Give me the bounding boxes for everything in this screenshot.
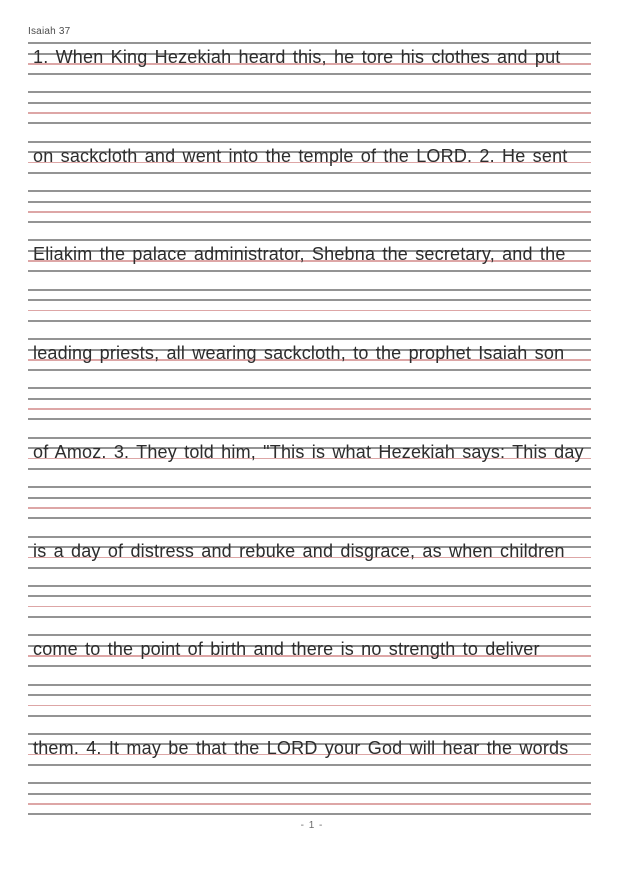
guide-line: [28, 684, 591, 686]
baseline-guide: [28, 803, 591, 805]
guide-line: [28, 73, 591, 75]
practice-text-line: Eliakim the palace administrator, Shebna the secretary, and the: [33, 244, 566, 265]
guide-line: [28, 270, 591, 272]
practice-text-line: of Amoz. 3. They told him, "This is what Hezekiah says: This day: [33, 441, 584, 462]
baseline-guide: [28, 408, 591, 410]
baseline-guide: [28, 507, 591, 509]
guide-line: [28, 595, 591, 597]
guide-line: [28, 567, 591, 569]
guide-line: [28, 497, 591, 499]
practice-text-line: is a day of distress and rebuke and disgrace, as when children: [33, 540, 565, 561]
practice-text-line: on sackcloth and went into the temple of the LORD. 2. He sent: [33, 145, 568, 166]
guide-line: [28, 486, 591, 488]
guide-line: [28, 102, 591, 104]
guide-line: [28, 201, 591, 203]
guide-line: [28, 536, 591, 538]
guide-line: [28, 398, 591, 400]
guide-line: [28, 172, 591, 174]
guide-line: [28, 764, 591, 766]
guide-line: [28, 694, 591, 696]
guide-line: [28, 793, 591, 795]
guide-line: [28, 91, 591, 93]
guide-line: [28, 585, 591, 587]
guide-line: [28, 289, 591, 291]
guide-line: [28, 418, 591, 420]
guide-line: [28, 665, 591, 667]
baseline-guide: [28, 211, 591, 213]
practice-text-line: them. 4. It may be that the LORD your God will hear the words: [33, 737, 569, 758]
guide-line: [28, 221, 591, 223]
practice-text-line: come to the point of birth and there is no strength to deliver: [33, 639, 540, 660]
guide-line: [28, 733, 591, 735]
guide-line: [28, 715, 591, 717]
practice-text-line: leading priests, all wearing sackcloth, to the prophet Isaiah son: [33, 343, 565, 364]
guide-line: [28, 299, 591, 301]
guide-line: [28, 320, 591, 322]
guide-line: [28, 387, 591, 389]
guide-line: [28, 42, 591, 44]
practice-text-line: 1. When King Hezekiah heard this, he tore his clothes and put: [33, 47, 561, 67]
guide-line: [28, 141, 591, 143]
baseline-guide: [28, 310, 591, 312]
guide-line: [28, 239, 591, 241]
page-number: - 1 -: [300, 820, 324, 831]
guide-line: [28, 813, 591, 815]
guide-line: [28, 338, 591, 340]
guide-line: [28, 616, 591, 618]
guide-line: [28, 782, 591, 784]
guide-line: [28, 437, 591, 439]
guide-line: [28, 369, 591, 371]
baseline-guide: [28, 112, 591, 114]
baseline-guide: [28, 705, 591, 707]
guide-line: [28, 517, 591, 519]
passage-reference: Isaiah 37: [28, 26, 71, 37]
baseline-guide: [28, 606, 591, 608]
guide-line: [28, 468, 591, 470]
guide-line: [28, 122, 591, 124]
guide-line: [28, 190, 591, 192]
guide-line: [28, 634, 591, 636]
